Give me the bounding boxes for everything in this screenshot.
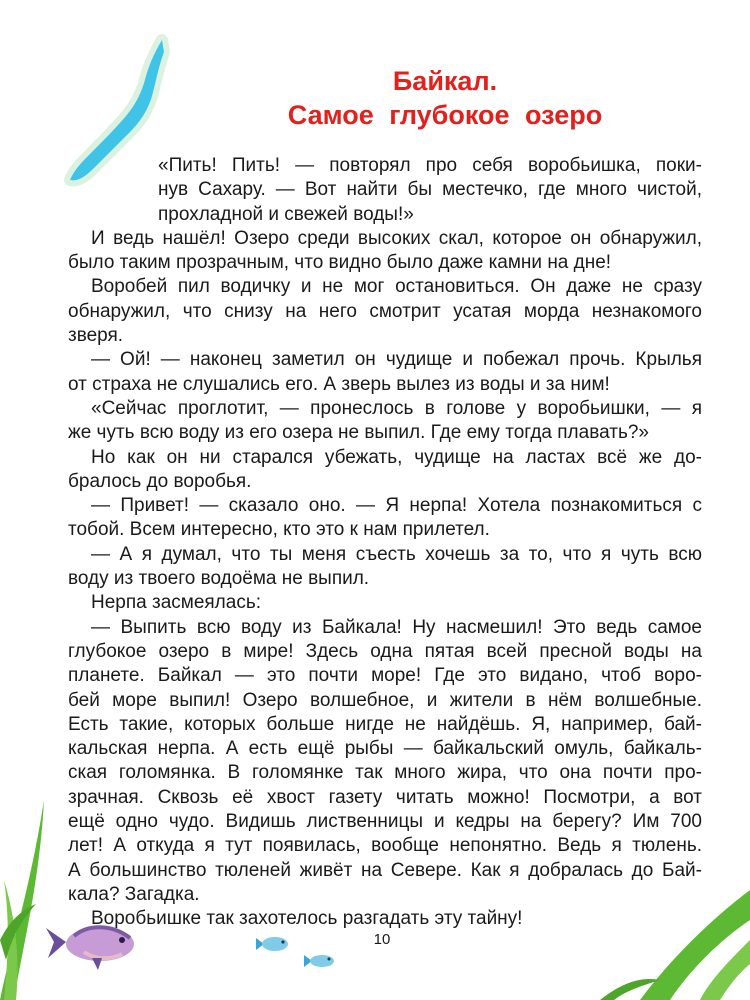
text-line: бралось до воробья. [68,470,252,492]
text-line: — Выпить всю воду из Байкала! Ну насмешил! Это ведь самое [91,616,702,638]
text-line: от страха не слушались его. А зверь вылез из воды и за ним! [68,373,610,395]
text-line: «Сейчас проглотит, — пронеслось в голове у воробьишки, — я [91,397,702,419]
story-text [68,154,702,932]
text-line: тобой. Всем интересно, кто это к нам прилетел. [68,519,490,541]
text-line: Но как он ни старался убежать, чудище на ластах всё же до- [91,446,702,468]
text-line: кала? Загадка. [68,883,200,905]
page-number: 10 [373,931,391,948]
text-line: зрачная. Сквозь её хвост газету читать можно! Посмотри, а вот [68,786,702,808]
text-line: ская голомянка. В голомянке так много жира, что она почти про- [68,762,702,784]
text-line: было таким прозрачным, что видно было даже камни на дне! [68,252,612,274]
text-line: Воробьишке так захотелось разгадать эту тайну! [91,908,523,930]
text-line: воду из твоего водоёма не выпил. [68,568,370,590]
text-line: прохладной и свежей воды!» [158,203,414,225]
text-line: зверя. [68,325,124,347]
text-line: — А я думал, что ты меня съесть хочешь за то, что я чуть всю [91,543,702,565]
text-line: — Привет! — сказало оно. — Я нерпа! Хотела познакомиться с [91,495,702,517]
text-line: бей море выпил! Озеро волшебное, и жители в нём волшебные. [68,689,702,711]
text-line: Воробей пил водичку и не мог остановиться. Он даже не сразу [91,276,702,298]
grass-right-icon [600,880,750,1000]
small-fish-icon [302,952,336,970]
text-line: глубокое озеро в мире! Здесь одна пятая всей пресной воды на [68,640,702,662]
small-fish-icon [254,934,290,954]
text-line: И ведь нашёл! Озеро среди высоких скал, которое он обнаружил, [91,227,702,249]
text-line: лет! А откуда я тут появилась, вообще непонятно. Ведь я тюлень. [68,835,702,857]
text-line: планете. Байкал — это почти море! Где это видано, чтоб воро- [68,665,702,687]
text-line: же чуть всю воду из его озера не выпил. Где ему тогда плавать?» [68,422,649,444]
title-line-1: Байкал. [392,66,498,96]
page-title [240,64,650,132]
text-line: кальская нерпа. А есть ещё рыбы — байкальский омуль, байкаль- [68,738,702,760]
text-line: нув Сахару. — Вот найти бы местечко, где много чистой, [158,179,702,201]
text-line: А большинство тюленей живёт на Севере. Как я добралась до Бай- [68,859,702,881]
title-line-2: Самое глубокое озеро [287,100,603,130]
text-line: — Ой! — наконец заметил он чудище и побежал прочь. Крылья [91,349,702,371]
text-line: Есть такие, которых больше нигде не найдёшь. Я, например, бай- [68,713,702,735]
text-line: обнаружил, что снизу на него смотрит усатая морда незнакомого [68,300,702,322]
text-line: Нерпа засмеялась: [91,592,262,614]
text-line: ещё одно чудо. Видишь лиственницы и кедры на берегу? Им 700 [68,811,702,833]
text-line: «Пить! Пить! — повторял про себя воробьишка, поки- [158,155,702,176]
fish-icon [44,918,138,974]
